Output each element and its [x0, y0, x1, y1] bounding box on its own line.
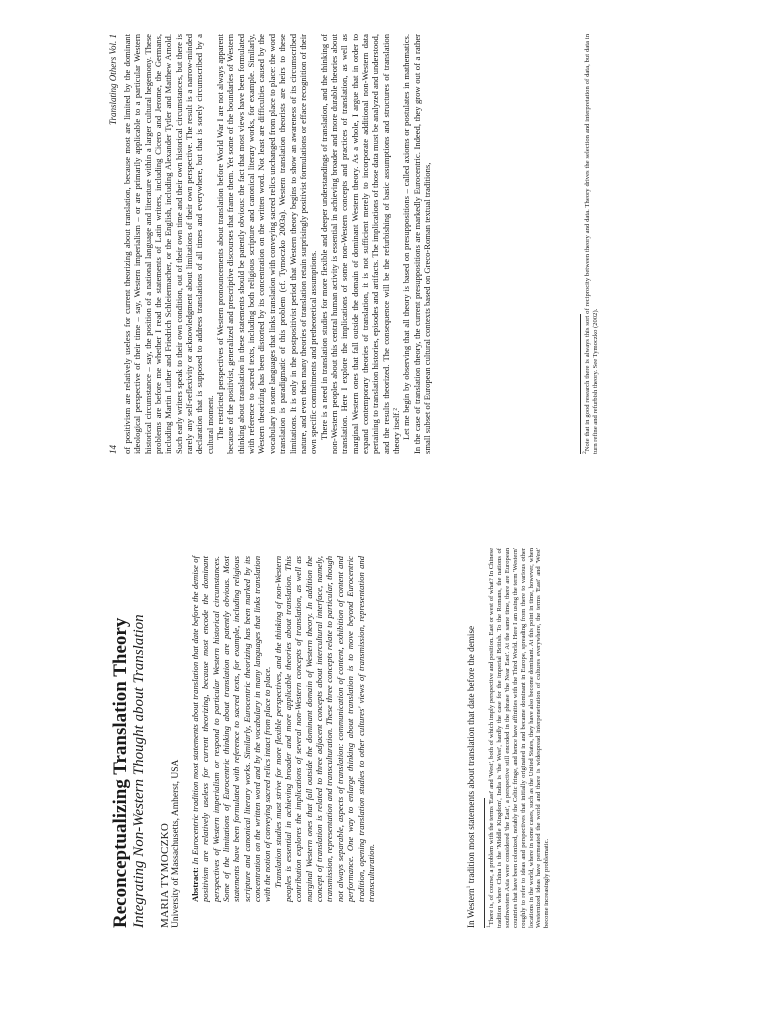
abstract-label: Abstract: — [190, 867, 200, 902]
abstract-paragraph-2: Translation studies must strive for more flexible perspectives, and the thinking of non-Western peoples is essential in achieving broader and more applicable theories about translation. This contribution explores the implications of several non-Western concepts of translation, as well as marginal Western ones that fall outside the dominant domain of Western theory. In addition the concept of translation is related to three adjacent concepts about intercultural interface, namely, transmission, representation and transculturation. These three concepts relate to particular, though not always separable, aspects of translation: communication of content, exhibition of content and performance. One way to enlarge thinking about translation is to move beyond Eurocentric tradition, opening translation studies to other cultures' views of transmission, representation and transculturation. — [272, 556, 376, 902]
body-paragraph-1: of positivism are relatively useless for current theorizing about translation, because most are limited by the dominant ideological perspective of their time – say, Western imperialism – or are primarily applicable to a particular Western historical circumstance – say, the position of a national language and literature within a larger cultural hegemony. These problems are before me whether I read the statements of Latin writers, including Cicero and Jerome, the Germans, including Martin Luther and Friedrich Schleiermacher, or the English, including Alexander Tytler and Matthew Arnold. Such early writers speak to their own condition, out of their own time and their own historical circumstances, but there is rarely any self-reflexivity or acknowledgment about limitations of their own perspective. The result is a narrow-minded declaration that is supposed to address translations of all times and everywhere, but that is sorely circumscribed by a cultural moment. — [122, 34, 215, 454]
article-title: Reconceptualizing Translation Theory — [110, 617, 131, 928]
intro-text-rest: tradition most statements about translation that date before the demise — [466, 625, 476, 886]
footnote-2 — [581, 34, 600, 454]
footnote-1-marker: 1 — [485, 925, 492, 928]
footnote-rule-left — [484, 798, 485, 928]
author-name: MARIA TYMOCZKO — [159, 822, 171, 928]
intro-sentence — [466, 548, 477, 928]
abstract — [190, 556, 376, 902]
footnote-rule-right — [580, 314, 581, 454]
page-number: 14 — [108, 445, 118, 454]
journal-title: Translating Others Vol. 1 — [108, 34, 118, 126]
author-affiliation: University of Massachusetts, Amherst, USA — [171, 759, 181, 928]
intro-text-start: In Western — [466, 888, 476, 928]
footnote-1 — [485, 548, 551, 928]
body-paragraph-3: There is a need in translation studies for more flexible and deeper understandings of translation, and the thinking of non-Western peoples about this central human activity is essential in achieving broader and more durable theories about translation. Here I explore the implications of some non-Western concepts and practices of translation, as well as marginal Western ones that fall outside the domain of dominant Western theory. As a whole, I argue that in order to expand contemporary theories of translation, it is not sufficient merely to incorporate additional non-Western data pertaining to translation histories, episodes and artifacts. The implications of those data must be analyzed and understood, and the results theorized. The consequence will be the refurbishing of basic assumptions and structures of translation theory itself.² — [318, 34, 401, 454]
article-subtitle: Integrating Non-Western Thought about Translation — [131, 614, 147, 928]
abstract-paragraph-1 — [190, 556, 273, 902]
left-page — [0, 512, 768, 1024]
body-paragraph-4: Let me begin by observing that all theory is based on presuppositions – called axioms or postulates in mathematics. In the case of translation theory, the current presuppositions are markedly Eurocentric. Indeed, they grow out of a rather small subset of European cultural contexts based on Greco-Roman textual traditions, — [401, 34, 432, 454]
abstract-text-1: In Eurocentric tradition most statements about translation that date before the demise of positivism are relatively useless for current theorizing, because most encode the dominant perspectives of Western imperialism or respond to particular Western historical circumstances. Some of the limitations of Eurocentric thinking about translation are patently obvious. Most statements have been formulated with reference to sacred texts, for example, including religious scripture and canonical literary works. Similarly, Eurocentric theorizing has been marked by its concentration on the written word and by the vocabulary in many languages that links translation with the notion of conveying sacred relics intact from place to place. — [190, 556, 273, 902]
footnote-2-marker: 2 — [581, 451, 588, 454]
footnote-2-text: Note that in good research there is always this sort of reciprocity between theory and data. Theory drives the selection and interpretation of data, but data in turn refine and refurbish theory. See Tymoczko (2002). — [584, 34, 599, 454]
footnote-ref-1: 1 — [465, 885, 472, 889]
body-paragraph-2: The restricted perspectives of Western pronouncements about translation before World War I are not always apparent because of the positivist, generalized and prescriptive discourses that frame them. Yet some of the boundaries of Western thinking about translation in these statements should be patently obvious: the fact that most views have been formulated with reference to sacred texts, including both religious scripture and canonical literary works, for example. Similarly, Western theorizing has been distorted by its concentration on the written word. Not least are difficulties caused by the vocabulary in some languages that links translation with conveying sacred relics unchanged from place to place: the word translation is paradigmatic of this problem (cf. Tymoczko 2003a). Western translation theorists are heirs to these limitations. It is only in the postpositivist period that Western theory begins to show an awareness of its circumscribed nature, and even then many theories of translation retain surprisingly positivist formulations or efface recognition of their own specific commitments and pretheoretical assumptions. — [215, 34, 319, 454]
footnote-1-text: There is, of course, a problem with the terms 'East' and 'West', both of which imply perspective and position. East or west of what? In Chinese tradition where China is the 'Middle Kingdom', India is 'the West', hardly the case for the imperial British. To the Romans, the nations of southwestern Asia were considered 'the East', a perspective still encoded in the phrase 'the Near East'. At the same time, there are European countries that have been colonized, notably the Celtic fringe, and hence have affinities with the Third World. Here I am using the term 'Western' roughly to refer to ideas and perspectives that initially originated in and became dominant in Europe, spreading from there to various other locations in the world, where in some cases, such as the United States, they have also become dominant. At this point in time, however, when Westernized ideas have permeated the world and there is widespread interpenetration of cultures everywhere, the terms 'East' and 'West' become increasingly problematic. — [488, 548, 551, 928]
body-text — [122, 34, 432, 454]
running-header — [108, 34, 121, 454]
